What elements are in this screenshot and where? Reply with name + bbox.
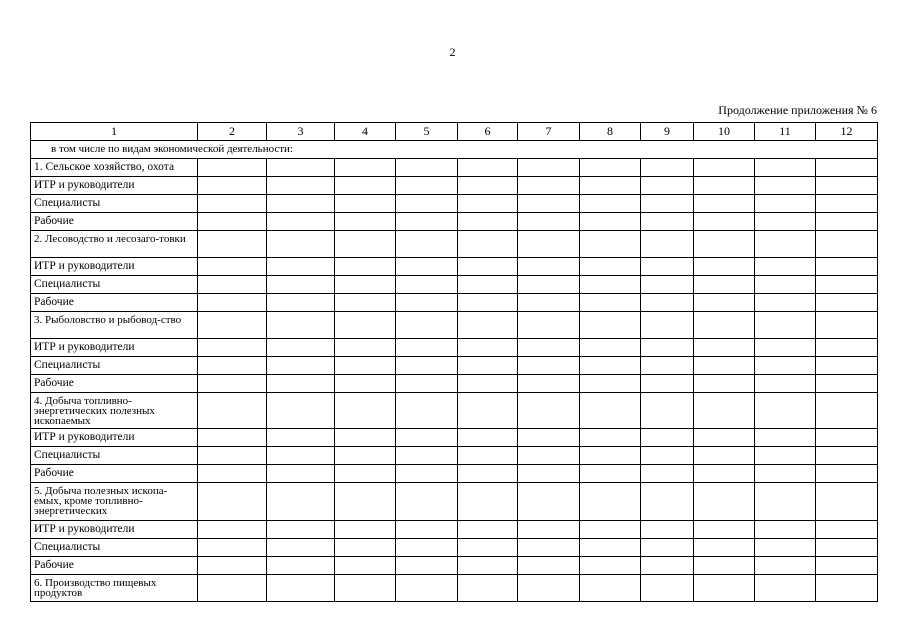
row-label: 1. Сельское хозяйство, охота	[31, 159, 198, 177]
data-cell[interactable]	[694, 357, 755, 375]
data-cell[interactable]	[198, 231, 267, 258]
data-cell[interactable]	[198, 339, 267, 357]
data-cell[interactable]	[518, 231, 580, 258]
data-cell[interactable]	[694, 231, 755, 258]
column-header-11: 11	[755, 123, 816, 141]
data-cell[interactable]	[755, 483, 816, 521]
data-cell[interactable]	[694, 177, 755, 195]
data-cell[interactable]	[755, 521, 816, 539]
data-cell[interactable]	[580, 312, 641, 339]
data-cell[interactable]	[335, 195, 396, 213]
data-cell[interactable]	[580, 483, 641, 521]
data-cell[interactable]	[198, 447, 267, 465]
data-cell[interactable]	[335, 539, 396, 557]
data-cell[interactable]	[755, 447, 816, 465]
data-cell[interactable]	[641, 375, 694, 393]
data-cell[interactable]	[580, 177, 641, 195]
column-number-row	[31, 123, 878, 141]
page-number: 2	[449, 45, 456, 59]
column-header-3: 3	[267, 123, 335, 141]
data-cell[interactable]	[198, 195, 267, 213]
data-cell[interactable]	[816, 258, 878, 276]
data-cell[interactable]	[694, 312, 755, 339]
data-cell[interactable]	[458, 465, 518, 483]
data-cell[interactable]	[518, 258, 580, 276]
data-cell[interactable]	[396, 557, 458, 575]
data-cell[interactable]	[694, 521, 755, 539]
data-cell[interactable]	[267, 177, 335, 195]
data-cell[interactable]	[694, 159, 755, 177]
data-cell[interactable]	[641, 521, 694, 539]
data-cell[interactable]	[816, 429, 878, 447]
data-cell[interactable]	[198, 521, 267, 539]
data-cell[interactable]	[396, 521, 458, 539]
data-cell[interactable]	[458, 393, 518, 429]
data-cell[interactable]	[396, 447, 458, 465]
table-row	[31, 213, 878, 231]
data-cell[interactable]	[518, 465, 580, 483]
row-label: ИТР и руководители	[31, 521, 198, 539]
data-cell[interactable]	[641, 357, 694, 375]
data-cell[interactable]	[198, 557, 267, 575]
table-row	[31, 339, 878, 357]
data-cell[interactable]	[267, 521, 335, 539]
data-cell[interactable]	[755, 231, 816, 258]
data-cell[interactable]	[816, 393, 878, 429]
data-cell[interactable]	[198, 276, 267, 294]
data-cell[interactable]	[518, 483, 580, 521]
data-cell[interactable]	[335, 213, 396, 231]
row-label: Рабочие	[31, 557, 198, 575]
row-label: ИТР и руководители	[31, 177, 198, 195]
row-label: 2. Лесоводство и лесозаго-товки	[31, 231, 198, 258]
data-cell[interactable]	[518, 213, 580, 231]
data-cell[interactable]	[694, 465, 755, 483]
data-cell[interactable]	[755, 393, 816, 429]
table-row	[31, 375, 878, 393]
data-cell[interactable]	[267, 375, 335, 393]
data-cell[interactable]	[267, 429, 335, 447]
data-cell[interactable]	[580, 213, 641, 231]
data-cell[interactable]	[580, 258, 641, 276]
data-cell[interactable]	[694, 213, 755, 231]
data-cell[interactable]	[518, 521, 580, 539]
column-header-9: 9	[641, 123, 694, 141]
section-caption-row	[31, 141, 878, 159]
data-cell[interactable]	[755, 375, 816, 393]
data-cell[interactable]	[641, 557, 694, 575]
data-cell[interactable]	[267, 231, 335, 258]
data-cell[interactable]	[458, 521, 518, 539]
data-cell[interactable]	[755, 312, 816, 339]
data-cell[interactable]	[816, 357, 878, 375]
data-cell[interactable]	[518, 375, 580, 393]
data-cell[interactable]	[335, 575, 396, 602]
data-cell[interactable]	[641, 258, 694, 276]
data-cell[interactable]	[694, 393, 755, 429]
data-cell[interactable]	[755, 276, 816, 294]
data-cell[interactable]	[641, 177, 694, 195]
data-cell[interactable]	[396, 294, 458, 312]
data-cell[interactable]	[694, 195, 755, 213]
data-cell[interactable]	[755, 294, 816, 312]
data-cell[interactable]	[641, 539, 694, 557]
form-table	[30, 122, 878, 602]
data-cell[interactable]	[335, 447, 396, 465]
column-header-5: 5	[396, 123, 458, 141]
data-cell[interactable]	[396, 429, 458, 447]
row-label: Специалисты	[31, 447, 198, 465]
data-cell[interactable]	[267, 447, 335, 465]
row-label: Специалисты	[31, 276, 198, 294]
data-cell[interactable]	[518, 447, 580, 465]
data-cell[interactable]	[641, 231, 694, 258]
data-cell[interactable]	[580, 231, 641, 258]
data-cell[interactable]	[816, 294, 878, 312]
data-cell[interactable]	[458, 483, 518, 521]
data-cell[interactable]	[816, 465, 878, 483]
table-row	[31, 393, 878, 429]
column-header-2: 2	[198, 123, 267, 141]
data-cell[interactable]	[518, 429, 580, 447]
row-label: 6. Производство пищевых продуктов	[31, 575, 198, 602]
table-row	[31, 231, 878, 258]
data-cell[interactable]	[518, 539, 580, 557]
data-cell[interactable]	[396, 276, 458, 294]
data-cell[interactable]	[198, 393, 267, 429]
data-cell[interactable]	[694, 375, 755, 393]
data-cell[interactable]	[267, 159, 335, 177]
table-row	[31, 276, 878, 294]
data-cell[interactable]	[694, 539, 755, 557]
data-cell[interactable]	[198, 177, 267, 195]
data-cell[interactable]	[396, 312, 458, 339]
data-cell[interactable]	[641, 393, 694, 429]
data-cell[interactable]	[267, 258, 335, 276]
table-row	[31, 521, 878, 539]
data-cell[interactable]	[816, 575, 878, 602]
data-cell[interactable]	[518, 195, 580, 213]
table-row	[31, 465, 878, 483]
row-label: 5. Добыча полезных ископа-емых, кроме топливно-энергетических	[31, 483, 198, 521]
data-cell[interactable]	[580, 465, 641, 483]
data-cell[interactable]	[641, 483, 694, 521]
data-cell[interactable]	[580, 447, 641, 465]
data-cell[interactable]	[335, 276, 396, 294]
data-cell[interactable]	[580, 159, 641, 177]
table-row	[31, 258, 878, 276]
data-cell[interactable]	[816, 276, 878, 294]
data-cell[interactable]	[458, 539, 518, 557]
data-cell[interactable]	[198, 159, 267, 177]
data-cell[interactable]	[267, 539, 335, 557]
data-cell[interactable]	[580, 357, 641, 375]
data-cell[interactable]	[816, 375, 878, 393]
data-cell[interactable]	[335, 339, 396, 357]
data-cell[interactable]	[267, 465, 335, 483]
data-cell[interactable]	[641, 159, 694, 177]
data-cell[interactable]	[816, 213, 878, 231]
data-cell[interactable]	[458, 312, 518, 339]
data-cell[interactable]	[694, 447, 755, 465]
data-cell[interactable]	[518, 393, 580, 429]
data-cell[interactable]	[518, 276, 580, 294]
column-header-6: 6	[458, 123, 518, 141]
data-cell[interactable]	[335, 465, 396, 483]
table-row	[31, 195, 878, 213]
data-cell[interactable]	[458, 276, 518, 294]
data-cell[interactable]	[267, 339, 335, 357]
data-cell[interactable]	[816, 521, 878, 539]
data-cell[interactable]	[198, 575, 267, 602]
data-cell[interactable]	[641, 312, 694, 339]
data-cell[interactable]	[335, 557, 396, 575]
data-cell[interactable]	[755, 357, 816, 375]
data-cell[interactable]	[458, 213, 518, 231]
table-row	[31, 312, 878, 339]
data-cell[interactable]	[335, 294, 396, 312]
data-cell[interactable]	[694, 339, 755, 357]
data-cell[interactable]	[641, 447, 694, 465]
data-cell[interactable]	[458, 231, 518, 258]
data-cell[interactable]	[396, 357, 458, 375]
data-cell[interactable]	[580, 429, 641, 447]
data-cell[interactable]	[641, 465, 694, 483]
data-cell[interactable]	[518, 159, 580, 177]
data-cell[interactable]	[694, 575, 755, 602]
data-cell[interactable]	[755, 177, 816, 195]
data-cell[interactable]	[198, 483, 267, 521]
data-cell[interactable]	[396, 539, 458, 557]
data-cell[interactable]	[816, 312, 878, 339]
data-cell[interactable]	[816, 447, 878, 465]
column-header-8: 8	[580, 123, 641, 141]
table-row	[31, 539, 878, 557]
data-cell[interactable]	[816, 231, 878, 258]
data-cell[interactable]	[755, 575, 816, 602]
table-row	[31, 294, 878, 312]
data-cell[interactable]	[641, 195, 694, 213]
data-cell[interactable]	[518, 294, 580, 312]
data-cell[interactable]	[198, 539, 267, 557]
data-cell[interactable]	[198, 357, 267, 375]
data-cell[interactable]	[267, 294, 335, 312]
column-header-7: 7	[518, 123, 580, 141]
data-cell[interactable]	[458, 195, 518, 213]
data-cell[interactable]	[335, 429, 396, 447]
data-cell[interactable]	[198, 258, 267, 276]
column-header-1: 1	[31, 123, 198, 141]
data-cell[interactable]	[816, 195, 878, 213]
row-label: Специалисты	[31, 195, 198, 213]
data-cell[interactable]	[396, 177, 458, 195]
data-cell[interactable]	[641, 276, 694, 294]
data-cell[interactable]	[580, 557, 641, 575]
data-cell[interactable]	[335, 177, 396, 195]
row-label: Специалисты	[31, 357, 198, 375]
data-cell[interactable]	[641, 213, 694, 231]
data-cell[interactable]	[396, 575, 458, 602]
data-cell[interactable]	[335, 393, 396, 429]
appendix-continuation-note: Продолжение приложения № 6	[718, 103, 877, 117]
data-cell[interactable]	[396, 483, 458, 521]
data-cell[interactable]	[458, 177, 518, 195]
table-row	[31, 483, 878, 521]
data-cell[interactable]	[816, 557, 878, 575]
data-cell[interactable]	[755, 258, 816, 276]
column-header-10: 10	[694, 123, 755, 141]
data-cell[interactable]	[458, 447, 518, 465]
data-cell[interactable]	[518, 339, 580, 357]
data-cell[interactable]	[198, 312, 267, 339]
row-label: 3. Рыболовство и рыбовод-ство	[31, 312, 198, 339]
data-cell[interactable]	[641, 429, 694, 447]
data-cell[interactable]	[267, 195, 335, 213]
data-cell[interactable]	[755, 339, 816, 357]
data-cell[interactable]	[518, 557, 580, 575]
data-cell[interactable]	[198, 375, 267, 393]
section-caption: в том числе по видам экономической деятельности:	[31, 141, 878, 159]
row-label: ИТР и руководители	[31, 339, 198, 357]
data-cell[interactable]	[518, 312, 580, 339]
data-cell[interactable]	[580, 539, 641, 557]
row-label: Рабочие	[31, 375, 198, 393]
data-cell[interactable]	[335, 231, 396, 258]
data-cell[interactable]	[335, 483, 396, 521]
column-header-4: 4	[335, 123, 396, 141]
row-label: ИТР и руководители	[31, 258, 198, 276]
table-row	[31, 177, 878, 195]
data-cell[interactable]	[396, 195, 458, 213]
data-cell[interactable]	[694, 294, 755, 312]
data-cell[interactable]	[755, 429, 816, 447]
data-cell[interactable]	[396, 159, 458, 177]
data-cell[interactable]	[641, 294, 694, 312]
table-row	[31, 575, 878, 602]
data-cell[interactable]	[458, 575, 518, 602]
data-cell[interactable]	[755, 465, 816, 483]
data-cell[interactable]	[198, 429, 267, 447]
data-cell[interactable]	[518, 177, 580, 195]
data-cell[interactable]	[755, 213, 816, 231]
data-cell[interactable]	[580, 195, 641, 213]
data-cell[interactable]	[267, 357, 335, 375]
data-cell[interactable]	[267, 483, 335, 521]
data-cell[interactable]	[518, 357, 580, 375]
data-cell[interactable]	[458, 557, 518, 575]
data-cell[interactable]	[198, 294, 267, 312]
data-cell[interactable]	[335, 258, 396, 276]
data-cell[interactable]	[694, 276, 755, 294]
table-row	[31, 429, 878, 447]
data-cell[interactable]	[694, 557, 755, 575]
data-cell[interactable]	[335, 357, 396, 375]
data-cell[interactable]	[267, 557, 335, 575]
data-cell[interactable]	[694, 483, 755, 521]
data-cell[interactable]	[458, 339, 518, 357]
data-cell[interactable]	[396, 339, 458, 357]
row-label: Рабочие	[31, 294, 198, 312]
data-cell[interactable]	[580, 575, 641, 602]
table-row	[31, 447, 878, 465]
data-cell[interactable]	[641, 339, 694, 357]
data-cell[interactable]	[518, 575, 580, 602]
data-cell[interactable]	[816, 159, 878, 177]
data-cell[interactable]	[580, 276, 641, 294]
data-cell[interactable]	[816, 539, 878, 557]
data-cell[interactable]	[396, 393, 458, 429]
data-cell[interactable]	[396, 231, 458, 258]
data-cell[interactable]	[816, 177, 878, 195]
data-cell[interactable]	[755, 557, 816, 575]
table-row	[31, 357, 878, 375]
data-cell[interactable]	[267, 276, 335, 294]
data-cell[interactable]	[816, 339, 878, 357]
data-cell[interactable]	[580, 393, 641, 429]
data-cell[interactable]	[458, 159, 518, 177]
data-cell[interactable]	[755, 539, 816, 557]
data-cell[interactable]	[816, 483, 878, 521]
data-cell[interactable]	[198, 213, 267, 231]
data-cell[interactable]	[755, 195, 816, 213]
data-cell[interactable]	[267, 575, 335, 602]
data-cell[interactable]	[396, 258, 458, 276]
data-cell[interactable]	[458, 294, 518, 312]
row-label: Рабочие	[31, 465, 198, 483]
data-cell[interactable]	[267, 213, 335, 231]
row-label: 4. Добыча топливно-энергетических полезных ископаемых	[31, 393, 198, 429]
data-cell[interactable]	[641, 575, 694, 602]
data-cell[interactable]	[267, 393, 335, 429]
column-header-12: 12	[816, 123, 878, 141]
data-cell[interactable]	[198, 465, 267, 483]
data-cell[interactable]	[580, 294, 641, 312]
data-cell[interactable]	[458, 258, 518, 276]
data-cell[interactable]	[396, 213, 458, 231]
data-cell[interactable]	[458, 429, 518, 447]
row-label: Специалисты	[31, 539, 198, 557]
data-cell[interactable]	[458, 357, 518, 375]
data-cell[interactable]	[335, 159, 396, 177]
data-cell[interactable]	[335, 375, 396, 393]
data-cell[interactable]	[458, 375, 518, 393]
data-cell[interactable]	[267, 312, 335, 339]
data-cell[interactable]	[580, 521, 641, 539]
data-cell[interactable]	[580, 339, 641, 357]
data-cell[interactable]	[335, 521, 396, 539]
data-cell[interactable]	[396, 465, 458, 483]
data-cell[interactable]	[694, 258, 755, 276]
data-cell[interactable]	[580, 375, 641, 393]
data-cell[interactable]	[694, 429, 755, 447]
data-cell[interactable]	[396, 375, 458, 393]
data-cell[interactable]	[335, 312, 396, 339]
row-label: Рабочие	[31, 213, 198, 231]
data-cell[interactable]	[755, 159, 816, 177]
table-row	[31, 557, 878, 575]
row-label: ИТР и руководители	[31, 429, 198, 447]
table-row	[31, 159, 878, 177]
